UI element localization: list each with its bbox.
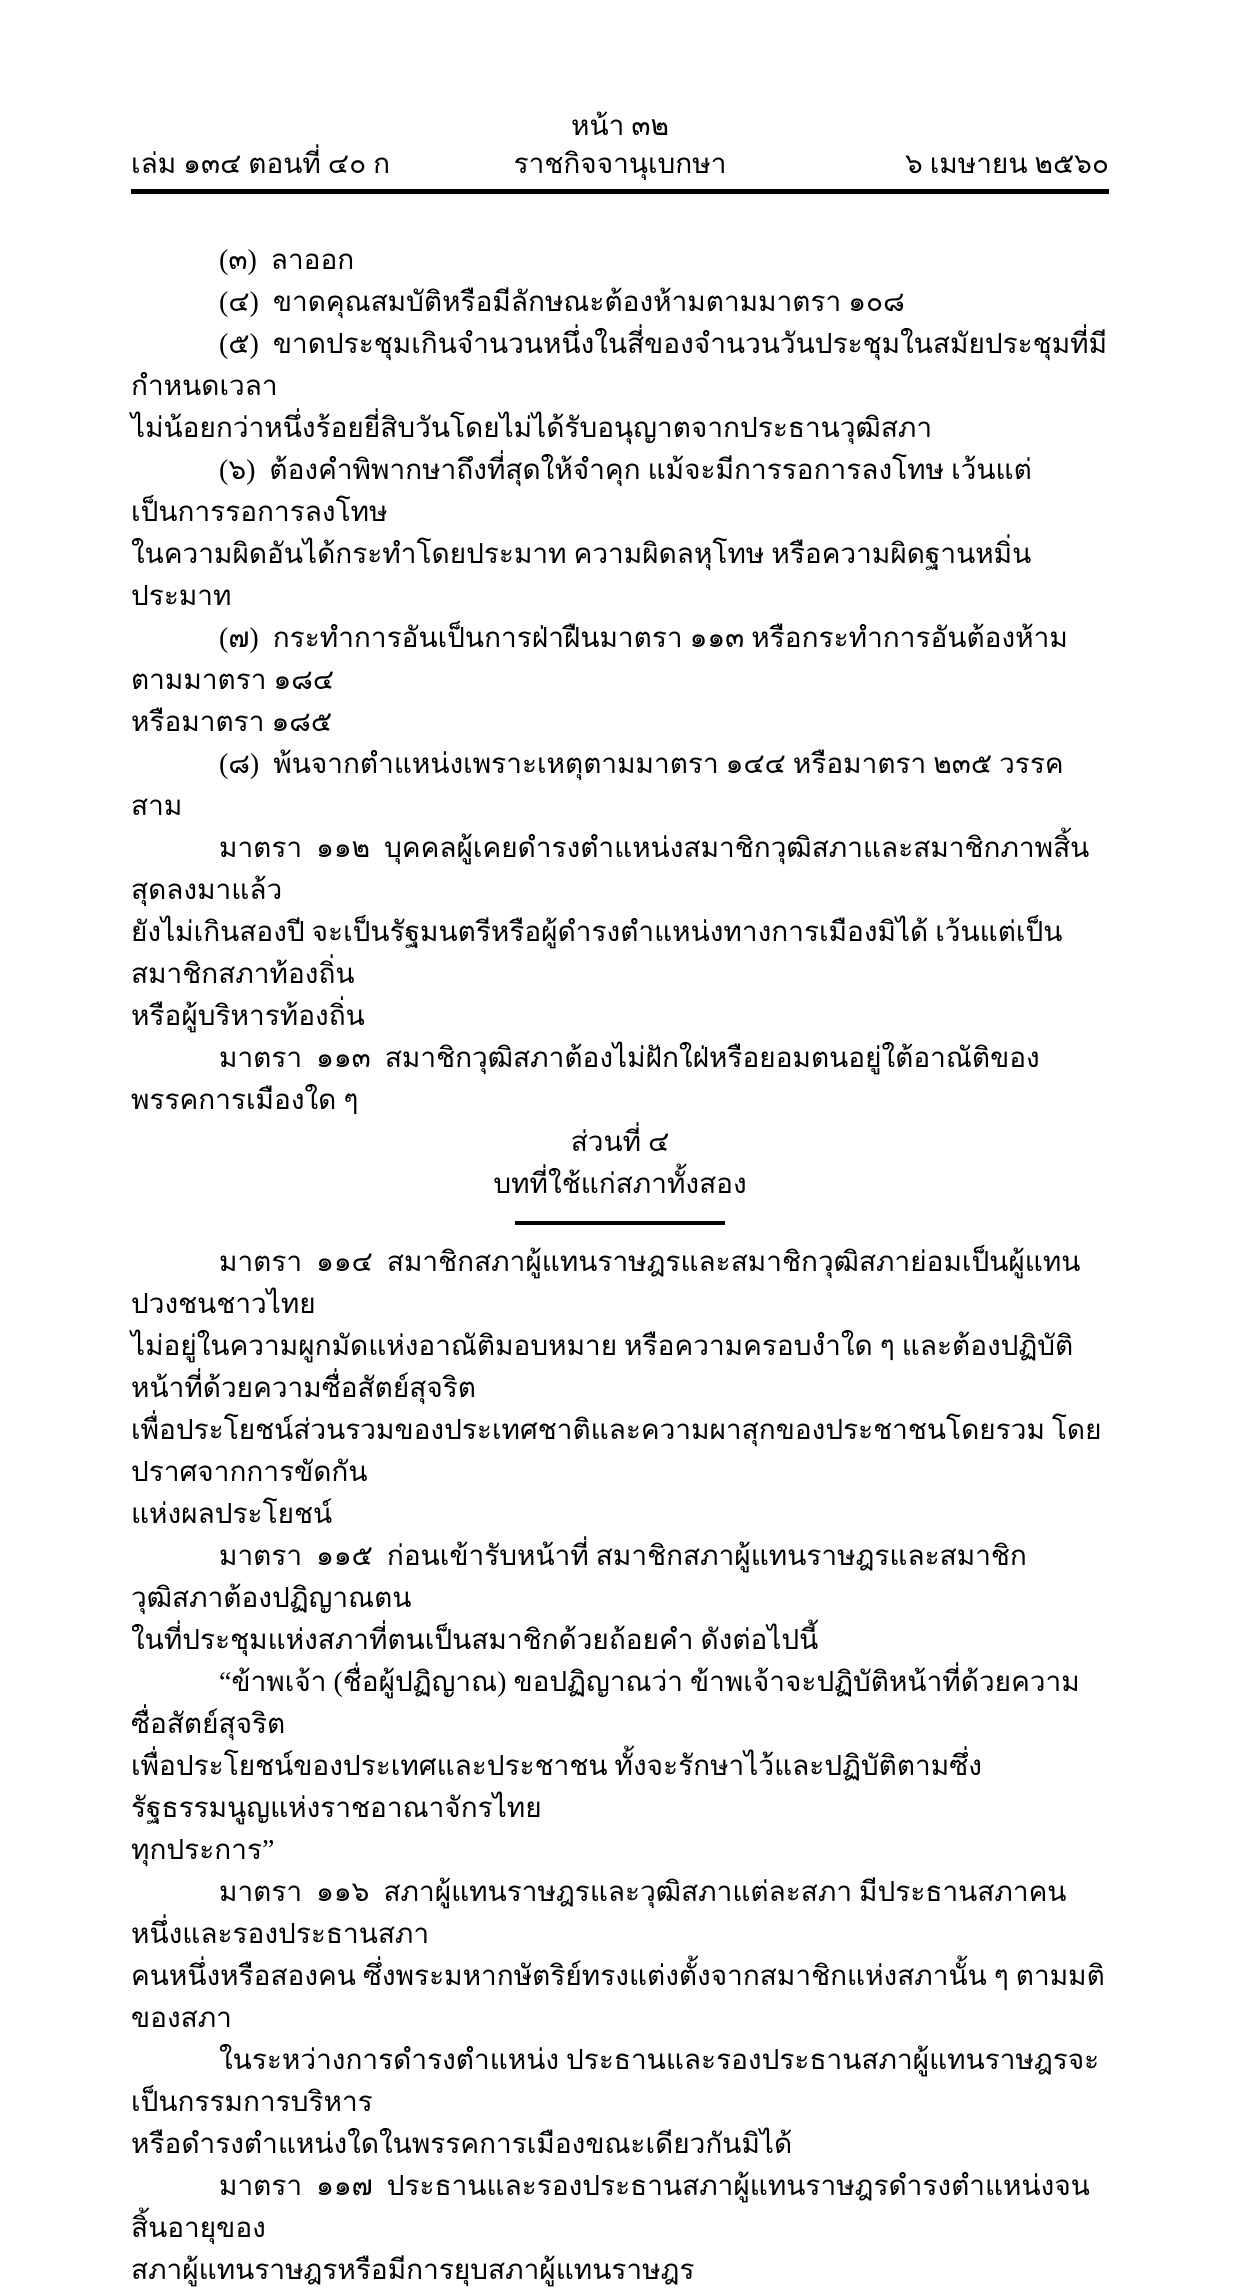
- section-heading: ส่วนที่ ๔: [570, 1127, 670, 1158]
- document-body: [0, 194, 1240, 2292]
- text-line: (๘) พ้นจากตำแหน่งเพราะเหตุตามมาตรา ๑๔๔ หรือมาตรา ๒๓๕ วรรคสาม: [131, 749, 1064, 822]
- page-number: หน้า ๓๒: [571, 111, 669, 142]
- page-header: [0, 0, 1240, 194]
- text-line: “ข้าพเจ้า (ชื่อผู้ปฏิญาณ) ขอปฏิญาณว่า ข้าพเจ้าจะปฏิบัติหน้าที่ด้วยความซื่อสัตย์สุจริต: [131, 1667, 1080, 1740]
- text-line: มาตรา ๑๑๗ ประธานและรองประธานสภาผู้แทนราษฎรดำรงตำแหน่งจนสิ้นอายุของ: [131, 2171, 1090, 2244]
- text-line: หรือดำรงตำแหน่งใดในพรรคการเมืองขณะเดียวกันมิได้: [131, 2129, 793, 2160]
- publication-date: ๖ เมษายน ๒๕๖๐: [904, 149, 1109, 180]
- text-line: เพื่อประโยชน์ของประเทศและประชาชน ทั้งจะรักษาไว้และปฏิบัติตามซึ่งรัฐธรรมนูญแห่งราชอาณาจักรไทย: [131, 1751, 982, 1824]
- text-line: ในความผิดอันได้กระทำโดยประมาท ความผิดลหุโทษ หรือความผิดฐานหมิ่นประมาท: [131, 539, 1032, 612]
- divider-rule: [515, 1221, 725, 1225]
- text-line: ในที่ประชุมแห่งสภาที่ตนเป็นสมาชิกด้วยถ้อยคำ ดังต่อไปนี้: [131, 1625, 819, 1656]
- text-line: มาตรา ๑๑๓ สมาชิกวุฒิสภาต้องไม่ฝักใฝ่หรือยอมตนอยู่ใต้อาณัติของพรรคการเมืองใด ๆ: [131, 1043, 1040, 1116]
- text-line: คนหนึ่งหรือสองคน ซึ่งพระมหากษัตริย์ทรงแต่งตั้งจากสมาชิกแห่งสภานั้น ๆ ตามมติของสภา: [131, 1961, 1105, 2034]
- text-line: มาตรา ๑๑๒ บุคคลผู้เคยดำรงตำแหน่งสมาชิกวุฒิสภาและสมาชิกภาพสิ้นสุดลงมาแล้ว: [131, 833, 1090, 906]
- text-line: มาตรา ๑๑๔ สมาชิกสภาผู้แทนราษฎรและสมาชิกวุฒิสภาย่อมเป็นผู้แทนปวงชนชาวไทย: [131, 1247, 1081, 1320]
- gazette-title: ราชกิจจานุเบกษา: [513, 149, 727, 180]
- text-line: มาตรา ๑๑๖ สภาผู้แทนราษฎรและวุฒิสภาแต่ละสภา มีประธานสภาคนหนึ่งและรองประธานสภา: [131, 1877, 1067, 1950]
- text-line: เพื่อประโยชน์ส่วนรวมของประเทศชาติและความผาสุกของประชาชนโดยรวม โดยปราศจากการขัดกัน: [131, 1415, 1102, 1488]
- text-line: สภาผู้แทนราษฎรหรือมีการยุบสภาผู้แทนราษฎร: [131, 2255, 695, 2286]
- volume-issue: เล่ม ๑๓๔ ตอนที่ ๔๐ ก: [131, 149, 391, 180]
- header-row: [131, 146, 1109, 184]
- text-line: ทุกประการ”: [131, 1835, 275, 1866]
- text-line: หรือมาตรา ๑๘๕: [131, 707, 333, 738]
- section-heading: บทที่ใช้แก่สภาทั้งสอง: [493, 1169, 747, 1200]
- text-line: มาตรา ๑๑๕ ก่อนเข้ารับหน้าที่ สมาชิกสภาผู้แทนราษฎรและสมาชิกวุฒิสภาต้องปฏิญาณตน: [131, 1541, 1027, 1614]
- text-line: ในระหว่างการดำรงตำแหน่ง ประธานและรองประธานสภาผู้แทนราษฎรจะเป็นกรรมการบริหาร: [131, 2045, 1100, 2118]
- text-line: แห่งผลประโยชน์: [131, 1499, 333, 1530]
- text-line: ไม่อยู่ในความผูกมัดแห่งอาณัติมอบหมาย หรือความครอบงำใด ๆ และต้องปฏิบัติหน้าที่ด้วยความซื่อสัตย์สุจริต: [131, 1331, 1074, 1404]
- text-line: ไม่น้อยกว่าหนึ่งร้อยยี่สิบวันโดยไม่ได้รับอนุญาตจากประธานวุฒิสภา: [131, 413, 933, 444]
- text-line: (๖) ต้องคำพิพากษาถึงที่สุดให้จำคุก แม้จะมีการรอการลงโทษ เว้นแต่เป็นการรอการลงโทษ: [131, 455, 1032, 528]
- section-divider: [131, 1206, 1109, 1242]
- text-line: (๗) กระทำการอันเป็นการฝ่าฝืนมาตรา ๑๑๓ หรือกระทำการอันต้องห้ามตามมาตรา ๑๘๔: [131, 623, 1068, 696]
- text-line: (๔) ขาดคุณสมบัติหรือมีลักษณะต้องห้ามตามมาตรา ๑๐๘: [219, 287, 905, 318]
- text-line: (๓) ลาออก: [219, 245, 355, 276]
- text-line: (๕) ขาดประชุมเกินจำนวนหนึ่งในสี่ของจำนวนวันประชุมในสมัยประชุมที่มีกำหนดเวลา: [131, 329, 1108, 402]
- text-line: หรือผู้บริหารท้องถิ่น: [131, 1001, 365, 1032]
- text-line: ยังไม่เกินสองปี จะเป็นรัฐมนตรีหรือผู้ดำรงตำแหน่งทางการเมืองมิได้ เว้นแต่เป็นสมาชิกสภาท้องถิ่น: [131, 917, 1063, 990]
